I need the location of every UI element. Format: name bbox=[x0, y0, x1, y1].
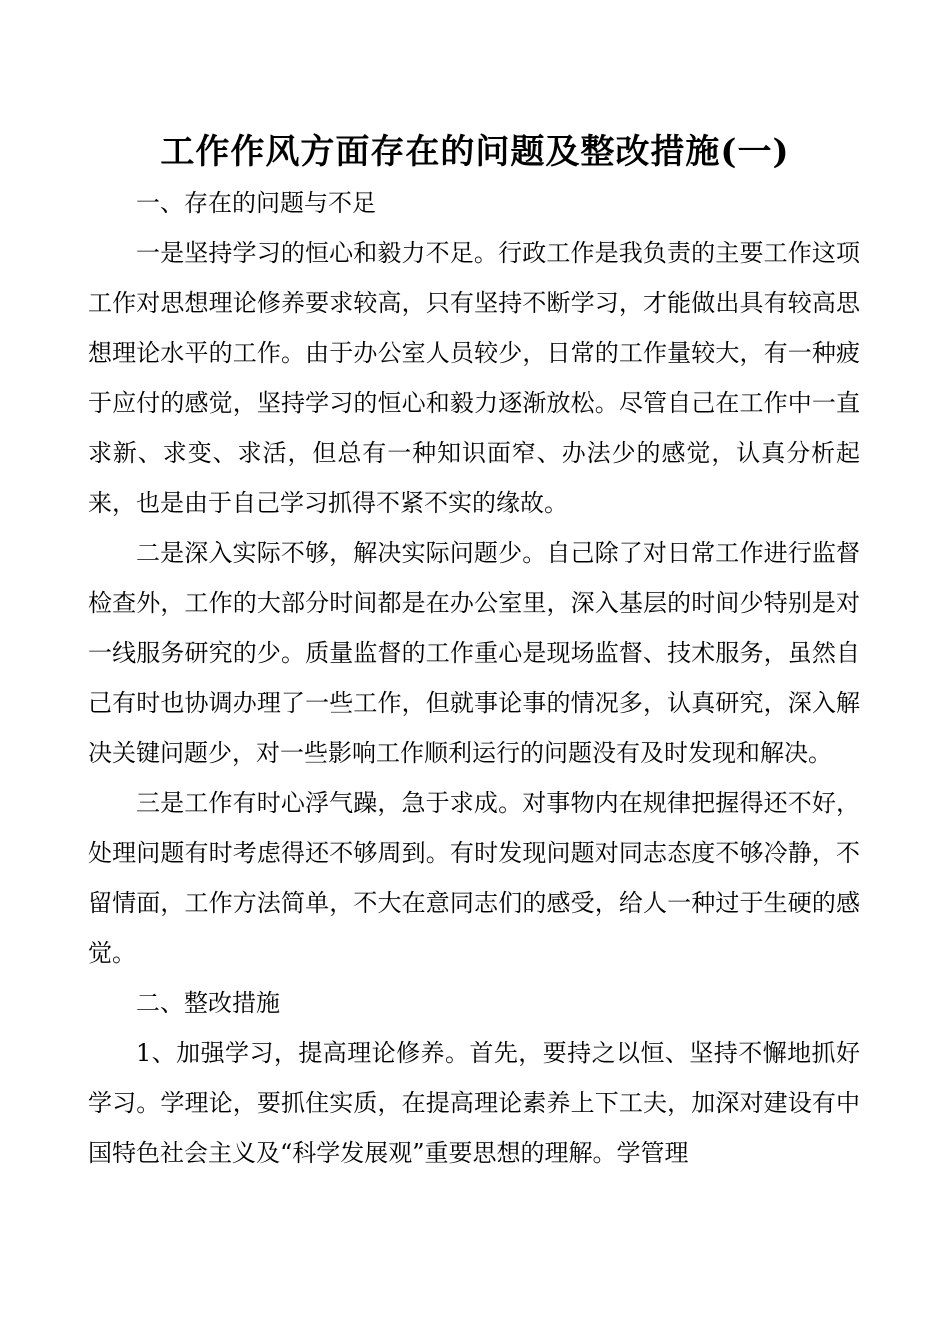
section-heading-problems: 一、存在的问题与不足 bbox=[136, 189, 376, 217]
paragraph-measure-1: 1、加强学习，提高理论修养。首先，要持之以恒、坚持不懈地抓好学习。学理论，要抓住实质，在提高理论素养上下工夫，加深对建设有中国特色社会主义及“科学发展观”重要思想的理解。学管理 bbox=[88, 1039, 860, 1167]
paragraph-study-perseverance: 一是坚持学习的恒心和毅力不足。行政工作是我负责的主要工作这项工作对思想理论修养要求较高，只有坚持不断学习，才能做出具有较高思想理论水平的工作。由于办公室人员较少，日常的工作量较大，有一种疲于应付的感觉，坚持学习的恒心和毅力逐渐放松。尽管自己在工作中一直求新、求变、求活，但总有一种知识面窄、办法少的感觉，认真分析起来，也是由于自己学习抓得不紧不实的缘故。 bbox=[88, 239, 860, 517]
paragraph-impatience: 三是工作有时心浮气躁，急于求成。对事物内在规律把握得还不好，处理问题有时考虑得还不够周到。有时发现问题对同志态度不够冷静，不留情面，工作方法简单，不大在意同志们的感受，给人一种过于生硬的感觉。 bbox=[88, 789, 860, 967]
document-body bbox=[88, 178, 860, 1178]
section-heading-measures: 二、整改措施 bbox=[136, 989, 280, 1017]
document-title: 工作作风方面存在的问题及整改措施(一) bbox=[160, 132, 790, 172]
paragraph-practice: 二是深入实际不够，解决实际问题少。自己除了对日常工作进行监督检查外，工作的大部分时间都是在办公室里，深入基层的时间少特别是对一线服务研究的少。质量监督的工作重心是现场监督、技术服务，虽然自己有时也协调办理了一些工作，但就事论事的情况多，认真研究，深入解决关键问题少，对一些影响工作顺利运行的问题没有及时发现和解决。 bbox=[88, 539, 860, 767]
